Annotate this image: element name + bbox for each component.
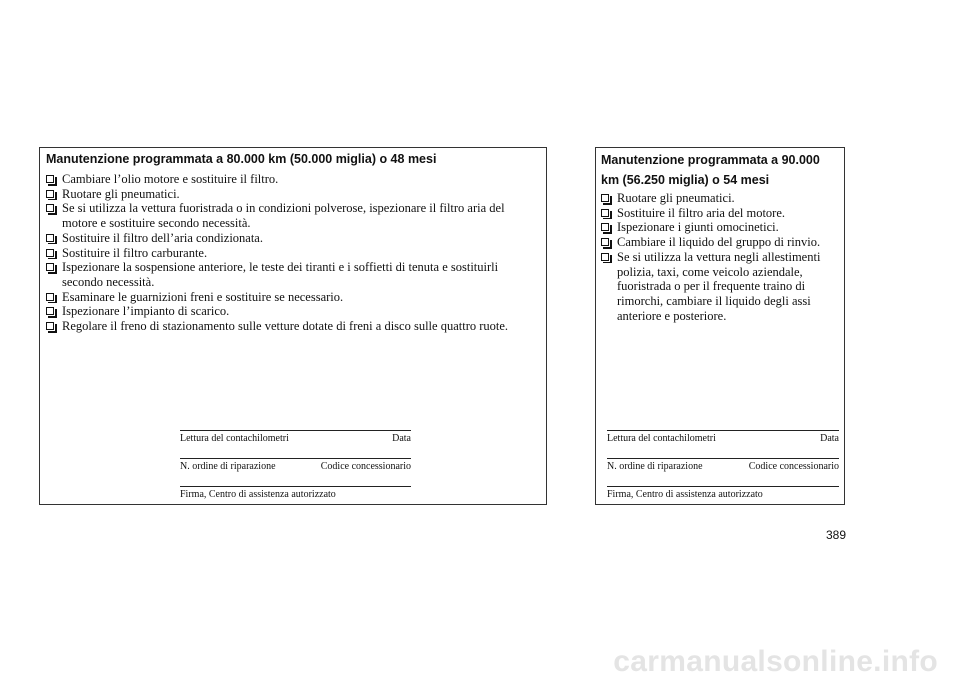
panel-title: Manutenzione programmata a 90.000 km (56.250 miglia) o 54 mesi [601, 153, 820, 187]
checklist-item-text: Ispezionare la sospensione anteriore, le teste dei tiranti e i soffietti di tenuta e sostituirli secondo necessità. [62, 260, 499, 289]
checkbox-icon[interactable] [601, 238, 609, 246]
checklist-item-text: Cambiare il liquido del gruppo di rinvio. [617, 235, 821, 250]
maintenance-checklist [596, 191, 844, 323]
checkbox-icon[interactable] [46, 263, 54, 271]
odometer-date-line[interactable] [607, 430, 839, 445]
checkbox-icon[interactable] [46, 234, 54, 242]
maintenance-checklist [40, 172, 546, 334]
checklist-item-text: Esaminare le guarnizioni freni e sostituire se necessario. [62, 289, 344, 304]
repair-order-label: N. ordine di riparazione [180, 461, 276, 472]
checkbox-icon[interactable] [46, 190, 54, 198]
checklist-item-text: Se si utilizza la vettura negli allestimenti polizia, taxi, come veicolo aziendale, fuoristrada o per il frequente traino di rimorchi, cambiare il liquido degli assi anteriore e posteriore. [617, 249, 821, 323]
checklist-item [46, 231, 540, 246]
maintenance-panel-90000km [595, 147, 845, 505]
maintenance-panel-80000km [39, 147, 547, 505]
checkbox-icon[interactable] [601, 194, 609, 202]
signature-line[interactable] [607, 486, 839, 501]
checklist-item-text: Sostituire il filtro carburante. [62, 245, 208, 260]
checklist-item [46, 290, 540, 305]
checkbox-icon[interactable] [46, 204, 54, 212]
dealer-code-label: Codice concessionario [320, 461, 411, 472]
checklist-item-text: Se si utilizza la vettura fuoristrada o in condizioni polverose, ispezionare il filtro aria del motore e sostituire secondo necessità. [62, 201, 505, 231]
checklist-item [46, 172, 540, 187]
odometer-date-line[interactable] [180, 430, 411, 445]
dealer-code-label: Codice concessionario [748, 461, 839, 472]
checklist-item [46, 260, 540, 289]
repair-order-label: N. ordine di riparazione [607, 461, 703, 472]
checkbox-icon[interactable] [601, 253, 609, 261]
signature-block [180, 430, 411, 514]
repair-order-dealer-line[interactable] [607, 458, 839, 473]
panel-title: Manutenzione programmata a 80.000 km (50.000 miglia) o 48 mesi [46, 152, 437, 166]
checkbox-icon[interactable] [601, 223, 609, 231]
checklist-item-text: Ispezionare i giunti omocinetici. [617, 220, 779, 235]
checkbox-icon[interactable] [46, 322, 54, 330]
checklist-item-text: Ispezionare l’impianto di scarico. [62, 304, 230, 319]
checklist-item-text: Regolare il freno di stazionamento sulle vetture dotate di freni a disco sulle quattro ruote. [62, 319, 509, 334]
odometer-label: Lettura del contachilometri [607, 433, 716, 444]
checklist-item-text: Ruotare gli pneumatici. [62, 186, 180, 201]
signature-label: Firma, Centro di assistenza autorizzato [180, 489, 336, 500]
checklist-item [46, 246, 540, 261]
date-label: Data [392, 433, 411, 444]
checklist-item [46, 319, 540, 334]
watermark: carmanualsonline.info [613, 645, 938, 678]
checklist-item-text: Cambiare l’olio motore e sostituire il filtro. [62, 172, 279, 186]
repair-order-dealer-line[interactable] [180, 458, 411, 473]
checklist-item [46, 201, 540, 230]
checklist-item-text: Sostituire il filtro aria del motore. [617, 205, 786, 220]
checklist-item-text: Sostituire il filtro dell’aria condizionata. [62, 230, 263, 245]
signature-line[interactable] [180, 486, 411, 501]
checkbox-icon[interactable] [601, 209, 609, 217]
checklist-item [46, 187, 540, 202]
signature-block [607, 430, 839, 514]
checklist-item [601, 235, 840, 250]
page-number: 389 [825, 528, 846, 542]
checkbox-icon[interactable] [46, 307, 54, 315]
signature-label: Firma, Centro di assistenza autorizzato [607, 489, 763, 500]
checklist-item [601, 206, 840, 221]
checklist-item [601, 250, 840, 324]
checklist-item [46, 304, 540, 319]
checkbox-icon[interactable] [46, 293, 54, 301]
checklist-item [601, 191, 840, 206]
date-label: Data [820, 433, 839, 444]
checklist-item-text: Ruotare gli pneumatici. [617, 191, 735, 205]
odometer-label: Lettura del contachilometri [180, 433, 289, 444]
checkbox-icon[interactable] [46, 249, 54, 257]
checkbox-icon[interactable] [46, 175, 54, 183]
checklist-item [601, 220, 840, 235]
